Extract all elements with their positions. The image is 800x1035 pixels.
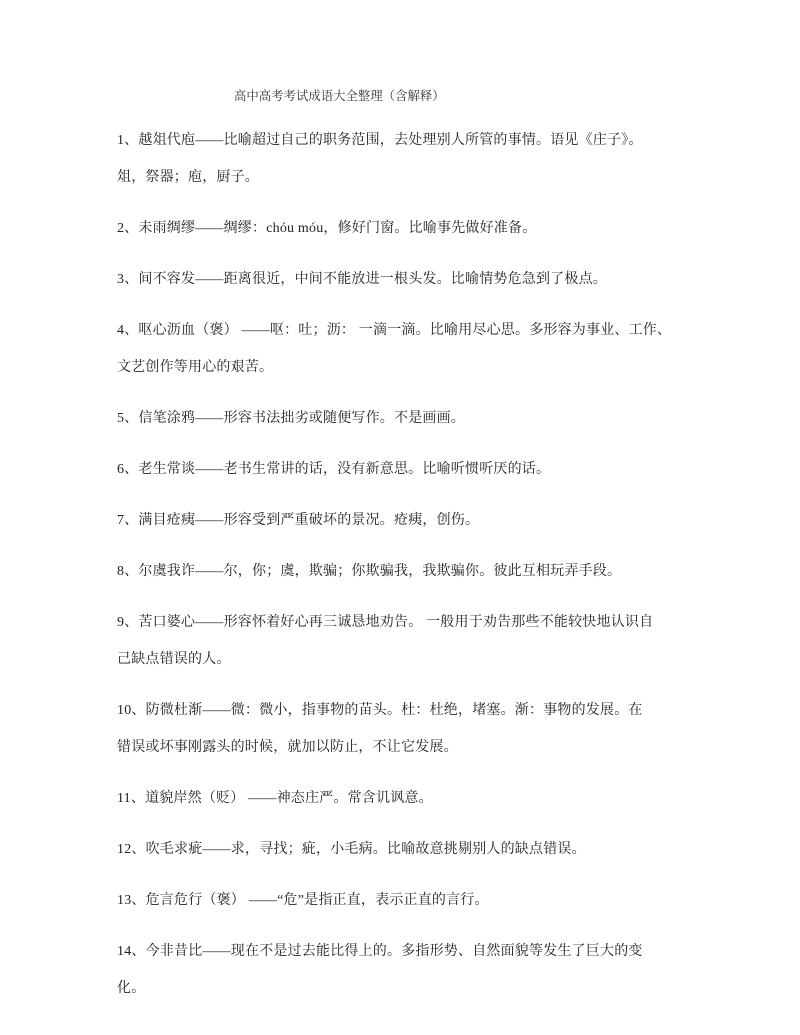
idiom-entry-line: 11、道貌岸然（贬） ——神态庄严。常含讥讽意。: [117, 791, 433, 806]
idiom-entry: [117, 400, 692, 437]
document-title: 高中高考考试成语大全整理（含解释）: [234, 89, 445, 103]
idiom-entry-line: 10、防微杜渐——微：微小，指事物的苗头。杜：杜绝，堵塞。渐：事物的发展。在: [117, 703, 643, 718]
idiom-entry-line: 13、危言危行（褒） ——“危”是指正直，表示正直的言行。: [117, 893, 489, 908]
idiom-entry: [117, 451, 692, 488]
idiom-entry: [117, 553, 692, 590]
idiom-entry: [117, 210, 692, 247]
idiom-entry-line: 己缺点错误的人。: [117, 652, 231, 667]
idiom-entry-line: 8、尔虞我诈——尔，你；虞，欺骗；你欺骗我，我欺骗你。彼此互相玩弄手段。: [117, 564, 622, 579]
idiom-entry: [117, 502, 692, 539]
idiom-entry-line: 6、老生常谈——老书生常讲的话，没有新意思。比喻听惯听厌的话。: [117, 462, 551, 477]
idiom-entry: [117, 604, 692, 678]
idiom-entry-line: 俎，祭器；庖，厨子。: [117, 170, 259, 185]
idiom-entry: [117, 882, 692, 919]
idiom-entry-line: 5、信笔涂鸦——形容书法拙劣或随便写作。不是画画。: [117, 411, 465, 426]
idiom-list: [117, 122, 692, 1021]
idiom-entry-line: 文艺创作等用心的艰苦。: [117, 360, 274, 375]
idiom-entry-line: 化。: [117, 981, 146, 996]
idiom-entry-line: 4、呕心沥血（褒） ——呕：吐；沥： 一滴一滴。比喻用尽心思。多形容为事业、工作、: [117, 323, 672, 338]
idiom-entry-line: 12、吹毛求疵——求，寻找；疵，小毛病。比喻故意挑剔别人的缺点错误。: [117, 842, 586, 857]
idiom-entry: [117, 122, 692, 196]
idiom-entry: [117, 933, 692, 1007]
idiom-entry-line: 1、越俎代庖——比喻超过自己的职务范围，去处理别人所管的事情。语见《庄子》。: [117, 133, 643, 148]
idiom-entry-line: 错误或坏事刚露头的时候，就加以防止，不让它发展。: [117, 740, 458, 755]
idiom-entry: [117, 831, 692, 868]
idiom-entry: [117, 780, 692, 817]
idiom-entry: [117, 312, 692, 386]
idiom-entry: [117, 692, 692, 766]
idiom-entry: [117, 261, 692, 298]
idiom-entry-line: 7、满目疮痍——形容受到严重破坏的景况。疮痍，创伤。: [117, 513, 480, 528]
idiom-entry-line: 2、未雨绸缪——绸缪：chóu móu，修好门窗。比喻事先做好准备。: [117, 221, 537, 236]
idiom-entry-line: 14、今非昔比——现在不是过去能比得上的。多指形势、自然面貌等发生了巨大的变: [117, 944, 643, 959]
idiom-entry-line: 9、苦口婆心——形容怀着好心再三诚恳地劝告。 一般用于劝告那些不能较快地认识自: [117, 615, 654, 630]
idiom-entry-line: 3、间不容发——距离很近，中间不能放进一根头发。比喻情势危急到了极点。: [117, 272, 607, 287]
